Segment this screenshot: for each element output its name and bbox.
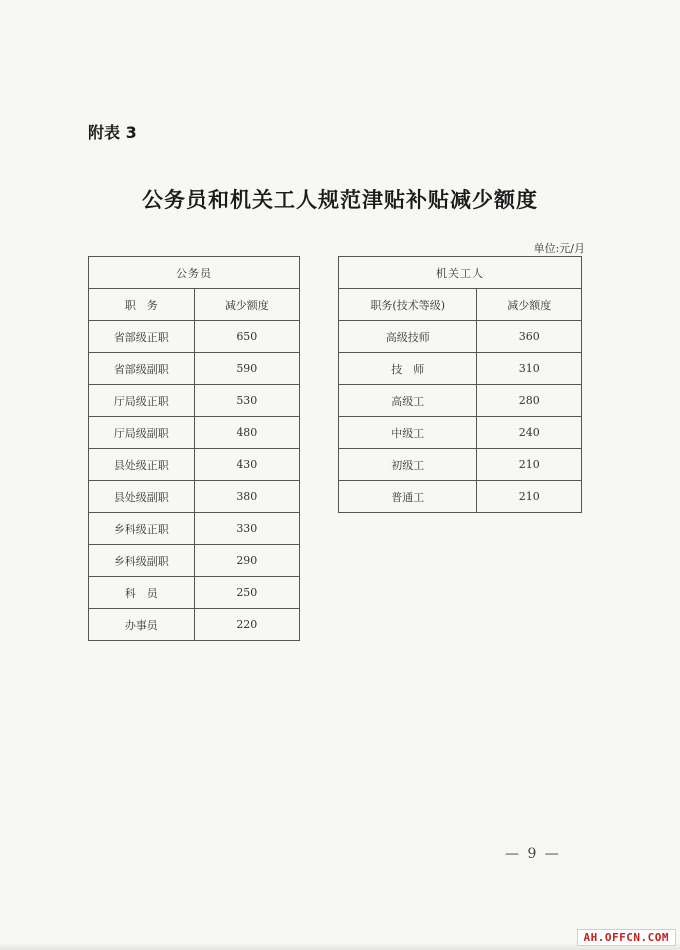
amount-cell: 590 [194, 353, 299, 385]
table-row [89, 449, 300, 481]
position-cell: 初级工 [339, 449, 477, 481]
column-header-position: 职务(技术等级) [339, 289, 477, 321]
table-row [339, 385, 582, 417]
appendix-label: 附表 3 [88, 123, 137, 142]
page-number: — 9 — [505, 846, 561, 862]
table-row [89, 481, 300, 513]
table-row [339, 449, 582, 481]
position-cell: 普通工 [339, 481, 477, 513]
table-column-header-row [89, 289, 300, 321]
position-cell: 省部级正职 [89, 321, 195, 353]
amount-cell: 430 [194, 449, 299, 481]
position-cell: 高级工 [339, 385, 477, 417]
amount-cell: 220 [194, 609, 299, 641]
amount-cell: 210 [477, 449, 582, 481]
column-header-amount: 减少额度 [477, 289, 582, 321]
site-watermark: AH.OFFCN.COM [577, 929, 676, 946]
position-cell: 乡科级副职 [89, 545, 195, 577]
unit-label: 单位:元/月 [533, 242, 585, 255]
worker-table-heading: 机关工人 [339, 257, 582, 289]
position-cell: 高级技师 [339, 321, 477, 353]
table-row [339, 321, 582, 353]
table-row [89, 577, 300, 609]
table-row [89, 385, 300, 417]
position-cell: 办事员 [89, 609, 195, 641]
amount-cell: 530 [194, 385, 299, 417]
table-row [89, 417, 300, 449]
position-cell: 省部级副职 [89, 353, 195, 385]
amount-cell: 310 [477, 353, 582, 385]
table-row [339, 481, 582, 513]
document-title: 公务员和机关工人规范津贴补贴减少额度 [142, 188, 538, 212]
column-header-position: 职 务 [89, 289, 195, 321]
table-row [89, 609, 300, 641]
table-column-header-row [339, 289, 582, 321]
civil-servant-table [88, 256, 300, 641]
amount-cell: 210 [477, 481, 582, 513]
position-cell: 县处级正职 [89, 449, 195, 481]
table-heading-row [89, 257, 300, 289]
worker-table [338, 256, 582, 513]
amount-cell: 360 [477, 321, 582, 353]
position-cell: 乡科级正职 [89, 513, 195, 545]
amount-cell: 480 [194, 417, 299, 449]
position-cell: 中级工 [339, 417, 477, 449]
table-row [89, 545, 300, 577]
table-row [89, 353, 300, 385]
amount-cell: 650 [194, 321, 299, 353]
amount-cell: 290 [194, 545, 299, 577]
position-cell: 厅局级正职 [89, 385, 195, 417]
amount-cell: 280 [477, 385, 582, 417]
position-cell: 科 员 [89, 577, 195, 609]
amount-cell: 330 [194, 513, 299, 545]
position-cell: 技 师 [339, 353, 477, 385]
table-row [89, 321, 300, 353]
civil-servant-table-heading: 公务员 [89, 257, 300, 289]
amount-cell: 250 [194, 577, 299, 609]
amount-cell: 240 [477, 417, 582, 449]
amount-cell: 380 [194, 481, 299, 513]
table-row [339, 417, 582, 449]
table-row [339, 353, 582, 385]
table-heading-row [339, 257, 582, 289]
position-cell: 县处级副职 [89, 481, 195, 513]
table-row [89, 513, 300, 545]
column-header-amount: 减少额度 [194, 289, 299, 321]
position-cell: 厅局级副职 [89, 417, 195, 449]
